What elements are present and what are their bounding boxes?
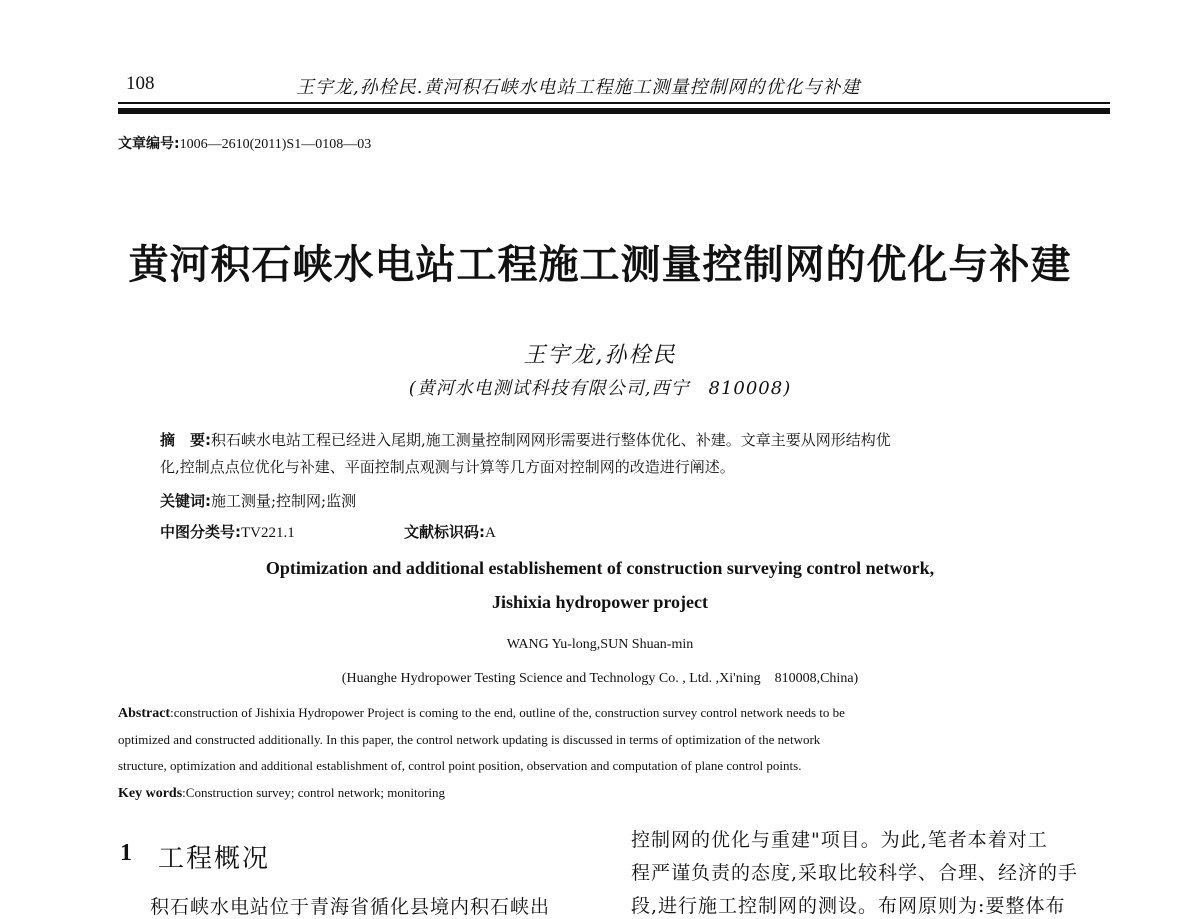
article-number-value: 1006—2610(2011)S1—0108—03: [179, 137, 372, 152]
title-cn: 黄河积石峡水电站工程施工测量控制网的优化与补建: [128, 242, 1072, 288]
abstract-en-line1-row: [118, 700, 1112, 727]
title-en-line2: Jishixia hydropower project: [491, 592, 708, 612]
keywords-en-value: :Construction survey; control network; monitoring: [182, 785, 446, 800]
keywords-cn-value: 施工测量;控制网;监测: [211, 492, 357, 510]
classification: [160, 521, 295, 542]
page-number: 108: [126, 73, 155, 94]
article-number-label: 文章编号:: [118, 136, 180, 152]
abstract-en-line3: structure, optimization and additional establishment of, control point position, observation and computation of plane control points.: [118, 758, 802, 773]
article-number: [118, 133, 371, 153]
keywords-cn-label: 关键词:: [160, 492, 211, 510]
title-en-line1: Optimization and additional establishement of construction surveying control network,: [265, 558, 935, 578]
authors-en: WANG Yu-long,SUN Shuan-min: [506, 637, 694, 652]
document-code-value: A: [485, 525, 496, 541]
keywords-en-label: Key words: [118, 786, 183, 801]
keywords-cn: [160, 490, 356, 511]
document-code-label: 文献标识码:: [404, 523, 485, 541]
running-title: 王宇龙,孙栓民.黄河积石峡水电站工程施工测量控制网的优化与补建: [296, 77, 861, 98]
section-number: 1: [120, 840, 132, 866]
body-right-line2: 程严谨负责的态度,采取比较科学、合理、经济的手: [631, 862, 1079, 884]
abstract-cn-label: 摘 要:: [160, 431, 211, 449]
authors-cn: 王宇龙,孙栓民: [523, 343, 677, 368]
keywords-en: [118, 785, 445, 802]
abstract-en-label: Abstract: [118, 706, 171, 721]
affiliation-en: (Huanghe Hydropower Testing Science and Technology Co. , Ltd. ,Xi'ning 810008,China): [341, 671, 859, 686]
classification-label: 中图分类号:: [160, 523, 241, 541]
document-code: [404, 521, 496, 542]
abstract-en-line1: :construction of Jishixia Hydropower Project is coming to the end, outline of the, construction survey control network needs to be: [170, 705, 845, 720]
abstract-cn: [160, 427, 1070, 454]
abstract-en-line2: optimized and constructed additionally. In this paper, the control network updating is discussed in terms of optimization of the network: [118, 732, 821, 747]
body-left-line1: 积石峡水电站位于青海省循化县境内积石峡出: [150, 896, 551, 918]
header-rule-thin: [118, 102, 1110, 104]
body-right-line1: 控制网的优化与重建"项目。为此,笔者本着对工: [631, 829, 1048, 851]
body-right-line3: 段,进行施工控制网的测设。布网原则为:要整体布: [631, 895, 1066, 917]
header-rule-thick: [118, 108, 1110, 114]
abstract-cn-line2: 化,控制点点位优化与补建、平面控制点观测与计算等几方面对控制网的改造进行阐述。: [160, 458, 735, 476]
abstract-cn-line1: 积石峡水电站工程已经进入尾期,施工测量控制网网形需要进行整体优化、补建。文章主要从网形结构优: [211, 431, 891, 449]
affiliation-cn: (黄河水电测试科技有限公司,西宁 810008): [408, 378, 792, 399]
section-title: 工程概况: [158, 844, 271, 874]
abstract-en: [118, 700, 1112, 779]
classification-value: TV221.1: [241, 525, 295, 541]
